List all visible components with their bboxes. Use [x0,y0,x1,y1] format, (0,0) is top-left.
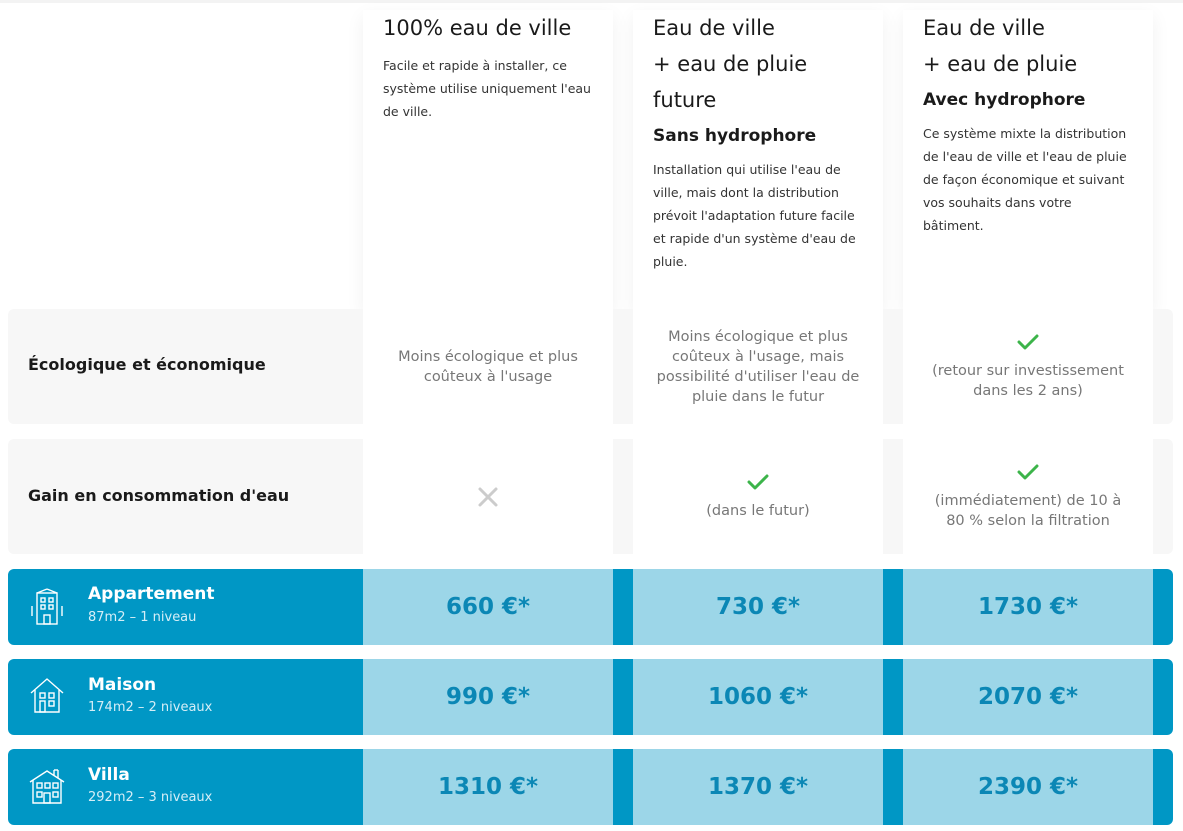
cell-text: Moins écologique et plus coûteux à l'usage [398,348,578,385]
column-subtitle: Sans hydrophore [653,126,817,146]
price-cell: 2390 €* [903,749,1153,825]
column-city-water [363,10,613,310]
cell-text: (immédiatement) de 10 à 80 % selon la filtration [934,492,1122,529]
column-city-future-rain [633,10,883,310]
column-description: Installation qui utilise l'eau de ville, mais dont la distribution prévoit l'adaptation future facile et rapide d'un système d'eau de pluie. [653,162,856,269]
check-icon [1017,463,1039,481]
home-name: Maison [88,675,157,695]
apartment-icon [28,588,66,626]
price-cell: 1310 €* [363,749,613,825]
column-description: Facile et rapide à installer, ce système utilise uniquement l'eau de ville. [383,58,591,119]
price-cell: 1060 €* [633,659,883,735]
check-icon [1017,333,1039,351]
price-cell: 1370 €* [633,749,883,825]
feature-cell [633,309,883,424]
column-description: Ce système mixte la distribution de l'eau de ville et l'eau de pluie de façon économique et suivant vos souhaits dans votre bâtiment. [923,126,1127,233]
home-name: Villa [88,765,130,785]
column-title: Eau de ville + eau de pluie [923,16,1078,76]
cross-icon [477,486,499,508]
cell-text: (retour sur investissement dans les 2 ans) [932,362,1124,399]
price-cell: 2070 €* [903,659,1153,735]
top-border [0,0,1183,3]
villa-icon [28,767,66,805]
home-meta: 87m2 – 1 niveau [88,610,197,625]
home-meta: 292m2 – 3 niveaux [88,790,213,805]
feature-label: Gain en consommation d'eau [28,486,290,505]
column-title: 100% eau de ville [383,16,572,40]
column-title: Eau de ville + eau de pluie future [653,16,808,112]
feature-cell [903,439,1153,554]
price-cell: 660 €* [363,569,613,645]
price-cell: 990 €* [363,659,613,735]
cell-text: Moins écologique et plus coûteux à l'usage, mais possibilité d'utiliser l'eau de pluie dans le futur [656,328,860,405]
check-icon [747,473,769,491]
home-meta: 174m2 – 2 niveaux [88,700,213,715]
price-cell: 1730 €* [903,569,1153,645]
feature-cell [363,309,613,424]
column-subtitle: Avec hydrophore [923,90,1086,110]
feature-label: Écologique et économique [28,355,266,374]
price-cell: 730 €* [633,569,883,645]
feature-cell [633,439,883,554]
feature-cell [903,309,1153,424]
column-city-rain-hydrophore [903,10,1153,310]
home-name: Appartement [88,584,215,604]
feature-cell [363,439,613,554]
cell-text: (dans le futur) [706,502,810,519]
house-icon [28,676,66,714]
